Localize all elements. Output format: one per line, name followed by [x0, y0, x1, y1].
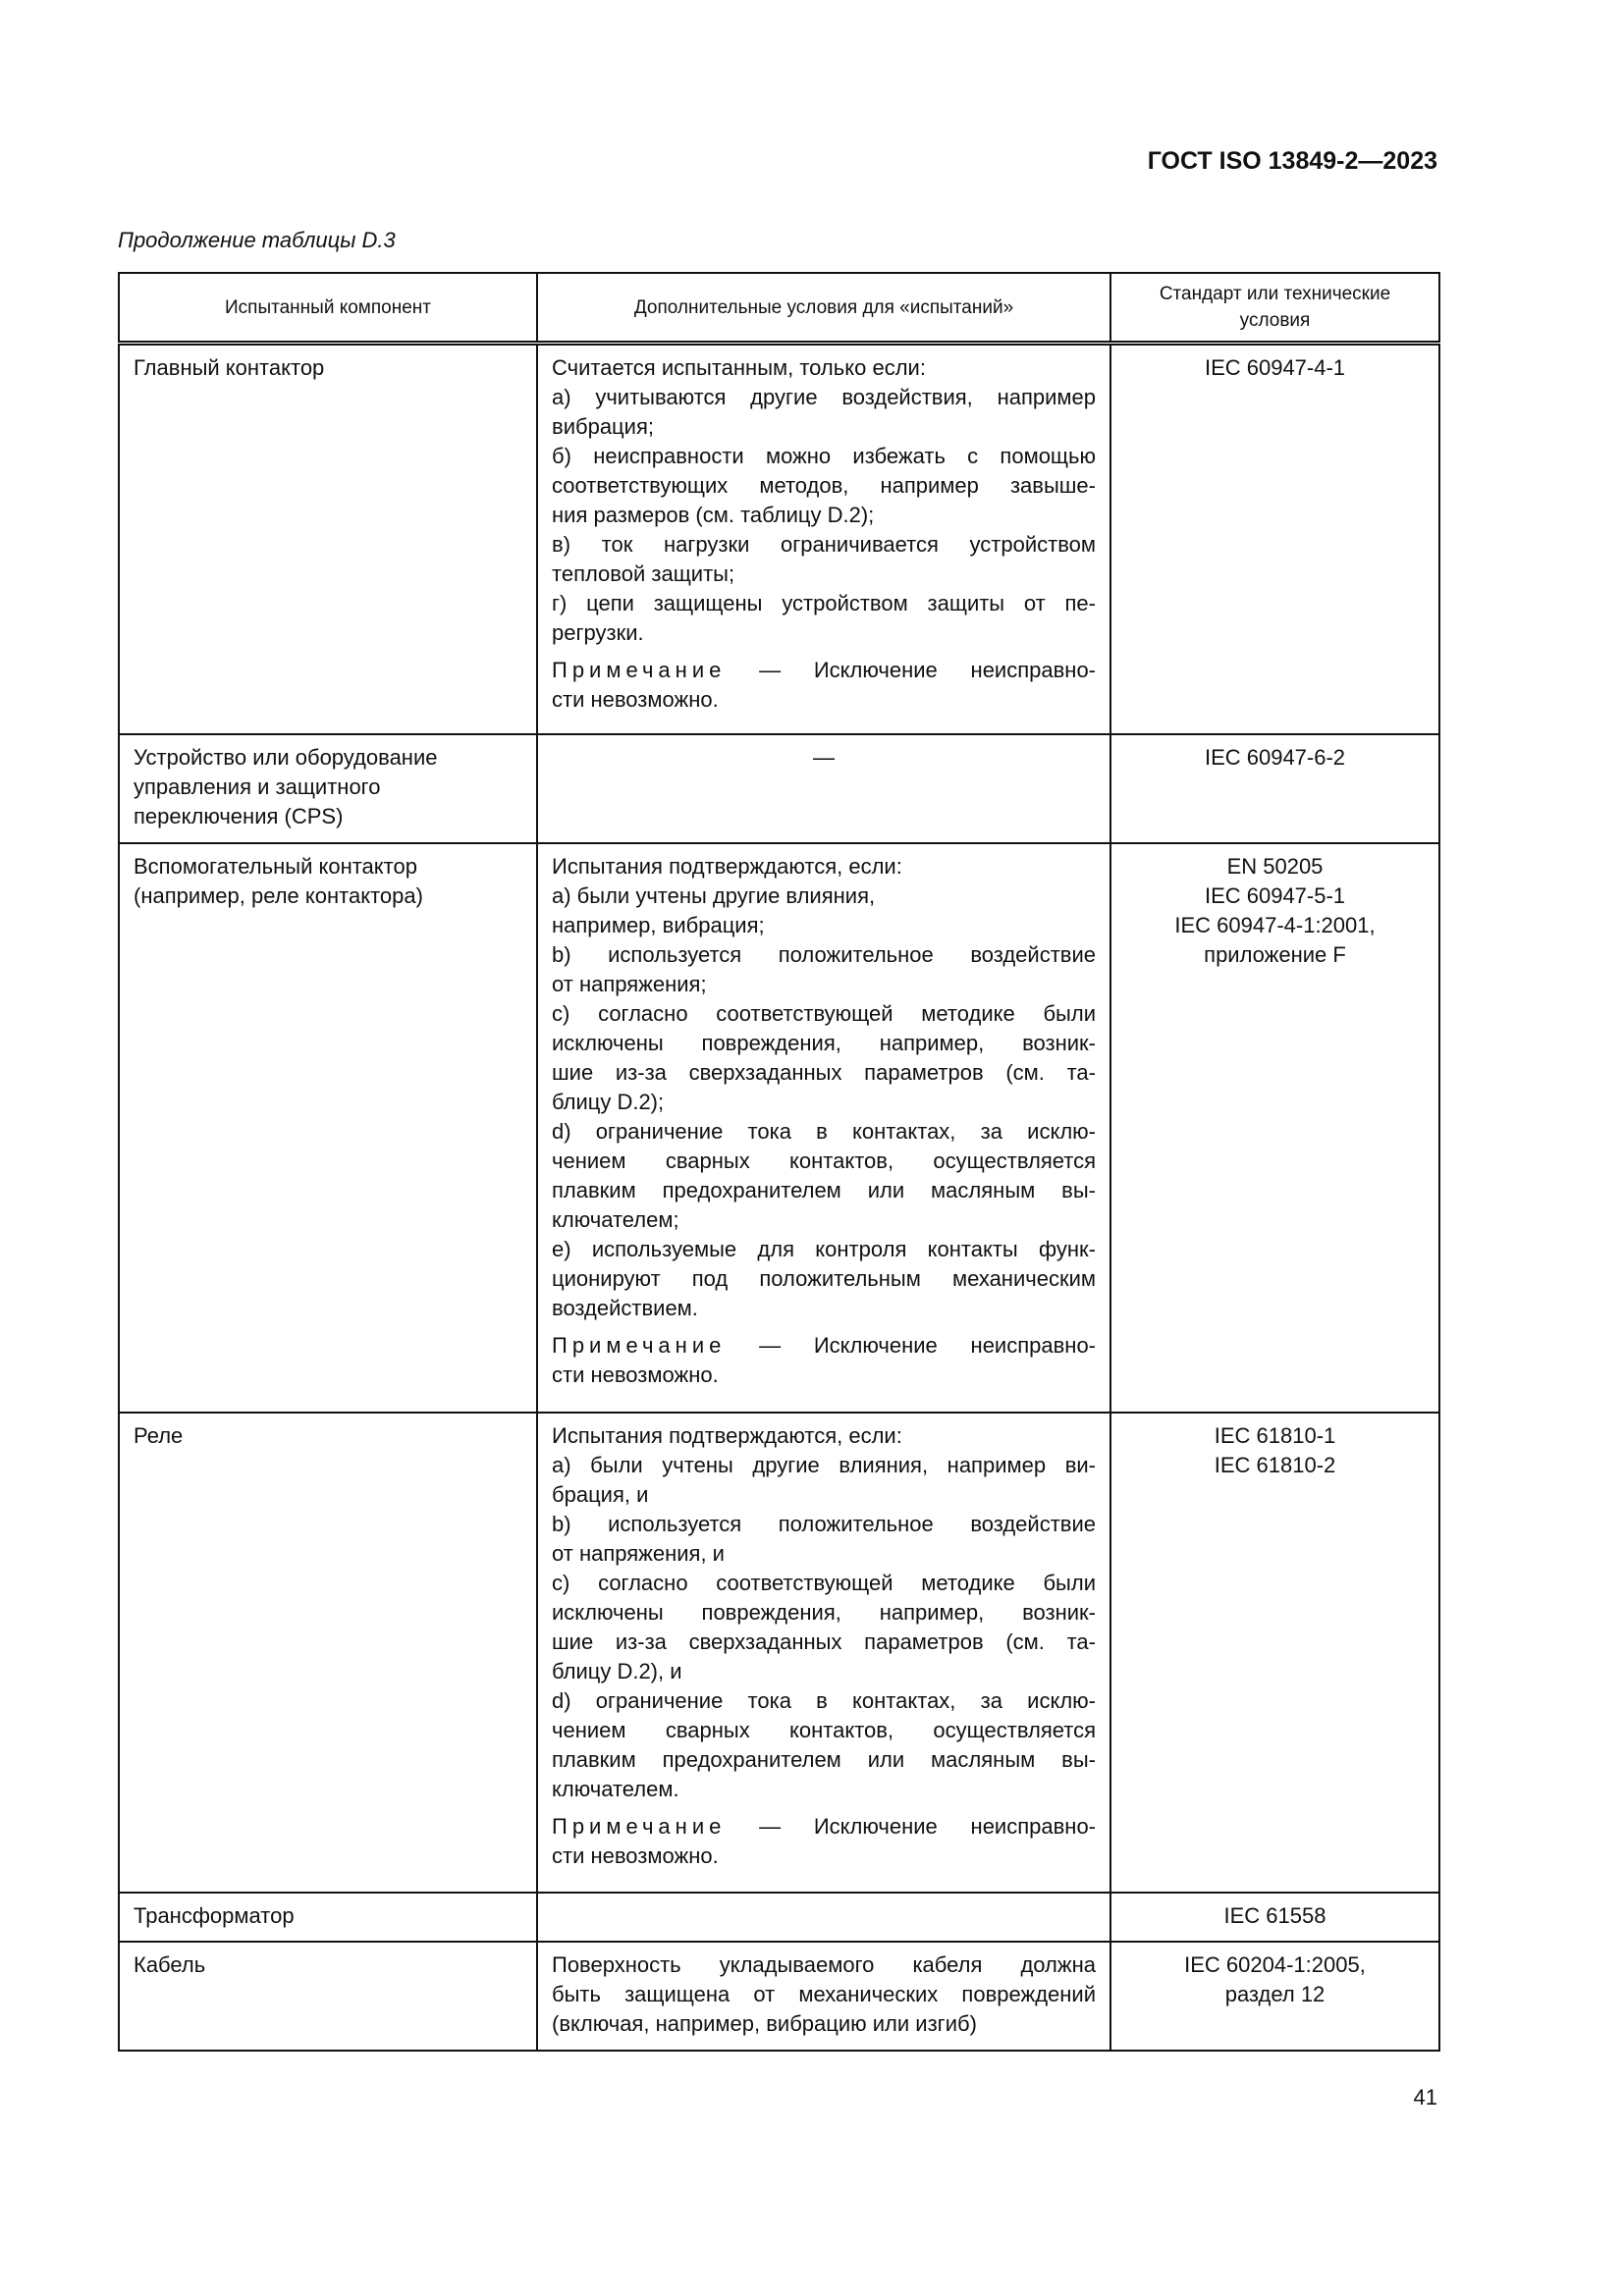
table-caption: Продолжение таблицы D.3 [118, 228, 396, 252]
standard-cell [1110, 1942, 1439, 2051]
conditions-cell [537, 1893, 1110, 1942]
conditions-paragraph [552, 1569, 1096, 1686]
conditions-line: b) используется положительное воздействие [552, 941, 1096, 967]
table-row [119, 734, 1439, 843]
conditions-line: например, вибрация; [552, 912, 765, 937]
note [552, 656, 1096, 715]
standard-line: EN 50205 [1226, 853, 1324, 879]
standard-cell [1110, 1893, 1439, 1942]
component-cell [119, 1942, 537, 2051]
standard-line: IEC 61810-2 [1214, 1452, 1336, 1477]
conditions-line: ционируют под положительным механическим [552, 1265, 1096, 1291]
note-label: Примечание [552, 658, 727, 682]
conditions-paragraph [552, 1421, 1096, 1451]
conditions-line: а) были учтены другие влияния, например ви- [552, 1452, 1096, 1477]
conditions-line: ключателем; [552, 1206, 679, 1232]
note-line: Примечание — Исключение неисправно- [552, 1813, 1096, 1839]
table-body [119, 344, 1439, 2051]
standard-line: раздел 12 [1224, 1981, 1326, 2006]
component-line: управления и защитного [134, 774, 381, 799]
conditions-line: исключены повреждения, например, возник- [552, 1599, 1096, 1625]
component-cell [119, 734, 537, 843]
conditions-line: г) цепи защищены устройством защиты от пе- [552, 591, 1096, 615]
page-number: 41 [1413, 2085, 1437, 2109]
conditions-line: от напряжения; [552, 971, 707, 996]
conditions-paragraph [552, 1235, 1096, 1323]
document-code: ГОСТ ISO 13849-2—2023 [1147, 147, 1437, 175]
conditions-paragraph [552, 940, 1096, 999]
conditions-paragraph [552, 442, 1096, 530]
conditions-line: Поверхность укладываемого кабеля должна [552, 1951, 1096, 1977]
conditions-line: c) согласно соответствующей методике были [552, 1570, 1096, 1595]
component-cell [119, 344, 537, 734]
table-row [119, 1413, 1439, 1893]
table-header-row [119, 273, 1439, 344]
component-cell [119, 1893, 537, 1942]
conditions-line: а) были учтены другие влияния, [552, 882, 876, 908]
conditions-line: c) согласно соответствующей методике были [552, 1000, 1096, 1026]
note-line: сти невозможно. [552, 687, 719, 712]
conditions-line: d) ограничение тока в контактах, за исклю- [552, 1118, 1096, 1144]
standard-line: приложение F [1204, 941, 1346, 967]
conditions-paragraph [552, 589, 1096, 648]
component-line: Устройство или оборудование [134, 744, 438, 770]
conditions-paragraph [552, 1451, 1096, 1510]
conditions-paragraph [552, 1950, 1096, 2039]
component-line: Трансформатор [134, 1902, 295, 1928]
conditions-line: Испытания подтверждаются, если: [552, 1422, 902, 1448]
conditions-cell [537, 344, 1110, 734]
standard-line: IEC 60947-4-1:2001, [1174, 912, 1376, 937]
conditions-line: регрузки. [552, 620, 644, 645]
conditions-line: шие из-за сверхзаданных параметров (см. та- [552, 1629, 1096, 1654]
conditions-line: чением сварных контактов, осуществляется [552, 1148, 1096, 1173]
conditions-line: соответствующих методов, например завыше- [552, 473, 1096, 498]
column-header-conditions: Дополнительные условия для «испытаний» [537, 273, 1110, 344]
conditions-paragraph [552, 383, 1096, 442]
standard-cell [1110, 734, 1439, 843]
component-line: Реле [134, 1422, 184, 1448]
conditions-line: ния размеров (см. таблицу D.2); [552, 503, 875, 527]
standard-cell [1110, 843, 1439, 1413]
conditions-line: e) используемые для контроля контакты функ- [552, 1236, 1096, 1261]
conditions-line: блицу D.2); [552, 1089, 665, 1114]
component-line: Вспомогательный контактор [134, 853, 417, 879]
conditions-line: в) ток нагрузки ограничивается устройством [552, 532, 1096, 557]
conditions-cell [537, 843, 1110, 1413]
standard-line: IEC 60204-1:2005, [1184, 1951, 1366, 1977]
table-row [119, 344, 1439, 734]
conditions-paragraph [552, 881, 1096, 911]
note-line: сти невозможно. [552, 1842, 719, 1868]
standard-line: IEC 61810-1 [1214, 1422, 1336, 1448]
conditions-line: шие из-за сверхзаданных параметров (см. та- [552, 1059, 1096, 1085]
conditions-line: Испытания подтверждаются, если: [552, 853, 902, 879]
conditions-line: b) используется положительное воздействие [552, 1511, 1096, 1536]
conditions-line: чением сварных контактов, осуществляется [552, 1717, 1096, 1742]
conditions-line: — [813, 744, 835, 770]
note-label: Примечание [552, 1332, 727, 1358]
conditions-line: быть защищена от механических повреждений [552, 1981, 1096, 2006]
conditions-paragraph [552, 852, 1096, 881]
components-table [118, 272, 1440, 2052]
component-cell [119, 1413, 537, 1893]
component-line: Главный контактор [134, 355, 325, 380]
conditions-line: блицу D.2), и [552, 1658, 682, 1683]
conditions-line: брация, и [552, 1481, 649, 1507]
standard-cell [1110, 1413, 1439, 1893]
conditions-cell [537, 734, 1110, 843]
note-line: Примечание — Исключение неисправно- [552, 1332, 1096, 1358]
conditions-paragraph [552, 1510, 1096, 1569]
column-header-component: Испытанный компонент [119, 273, 537, 344]
standard-line: IEC 60947-4-1 [1204, 355, 1346, 380]
component-line: Кабель [134, 1951, 206, 1977]
standard-line: IEC 60947-5-1 [1204, 882, 1346, 908]
standard-line: IEC 61558 [1223, 1902, 1326, 1928]
table-row [119, 1893, 1439, 1942]
conditions-paragraph [552, 353, 1096, 383]
column-header-standard: Стандарт или технические условия [1110, 273, 1439, 344]
note-label: Примечание [552, 1813, 727, 1839]
conditions-line: воздействием. [552, 1295, 698, 1320]
table-row [119, 1942, 1439, 2051]
conditions-paragraph [552, 530, 1096, 589]
conditions-line: исключены повреждения, например, возник- [552, 1030, 1096, 1055]
note [552, 1812, 1096, 1871]
conditions-line: Считается испытанным, только если: [552, 355, 926, 380]
conditions-line: б) неисправности можно избежать с помощью [552, 444, 1096, 468]
conditions-paragraph [552, 999, 1096, 1117]
standard-cell [1110, 344, 1439, 734]
conditions-cell [537, 1413, 1110, 1893]
component-line: (например, реле контактора) [134, 882, 423, 908]
standard-line: IEC 60947-6-2 [1204, 744, 1346, 770]
conditions-paragraph [552, 911, 1096, 940]
conditions-paragraph [552, 1686, 1096, 1804]
conditions-line: (включая, например, вибрацию или изгиб) [552, 2010, 977, 2036]
conditions-line: вибрация; [552, 414, 654, 439]
note-line: Примечание — Исключение неисправно- [552, 658, 1096, 682]
component-cell [119, 843, 537, 1413]
table-row [119, 843, 1439, 1413]
conditions-cell [537, 1942, 1110, 2051]
conditions-line: тепловой защиты; [552, 561, 735, 586]
conditions-line: от напряжения, и [552, 1540, 725, 1566]
conditions-line: d) ограничение тока в контактах, за исклю- [552, 1687, 1096, 1713]
conditions-line: ключателем. [552, 1776, 679, 1801]
conditions-line: а) учитываются другие воздействия, например [552, 385, 1096, 409]
conditions-line: плавким предохранителем или масляным вы- [552, 1746, 1096, 1772]
note [552, 1331, 1096, 1390]
component-line: переключения (CPS) [134, 803, 344, 828]
conditions-paragraph [552, 1117, 1096, 1235]
note-line: сти невозможно. [552, 1362, 719, 1387]
conditions-line: плавким предохранителем или масляным вы- [552, 1177, 1096, 1202]
